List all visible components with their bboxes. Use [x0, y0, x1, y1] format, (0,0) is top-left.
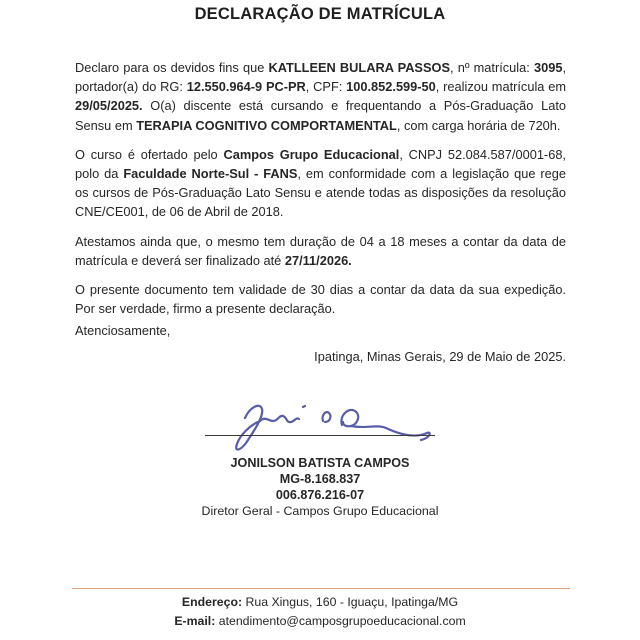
signatory-name: JONILSON BATISTA CAMPOS [230, 456, 410, 470]
email-value: atendimento@camposgrupoeducacional.com [215, 613, 466, 628]
footer-email [0, 614, 640, 630]
paragraph-validity: O presente documento tem validade de 30 dias a contar da data da sua expedição. Por ser verdade, firmo a presente declaração. [75, 282, 566, 317]
signatory-registration: MG-8.168.837 [279, 472, 361, 486]
email-label: E-mail: [174, 613, 216, 628]
signatory-cpf: 006.876.216-07 [275, 488, 365, 502]
handwritten-signature [190, 394, 450, 456]
address-value: Rua Xingus, 160 - Iguaçu, Ipatinga/MG [242, 595, 459, 609]
closing-salutation: Atenciosamente, [75, 323, 171, 338]
footer-address [0, 595, 640, 611]
paragraph-institution: O curso é ofertado pelo Campos Grupo Educacional, CNPJ 52.084.587/0001-68, polo da Faculdade Norte-Sul - FANS, em conformidade com a legislação que rege os cursos de Pós-Graduação Lato Sensu e atende todas as disposições da resolução CNE/CE001, de 06 de Abril de 2018. [75, 146, 566, 220]
address-label: Endereço: [181, 595, 243, 609]
paragraph-duration: Atestamos ainda que, o mesmo tem duração de 04 a 18 meses a contar da data de matrícula e deverá ser finalizado até 27/11/2026. [75, 233, 566, 268]
footer-divider-line [72, 588, 570, 589]
signature-line [205, 435, 435, 436]
place-and-date: Ipatinga, Minas Gerais, 29 de Maio de 2025. [314, 349, 566, 364]
paragraph-enrollment: Declaro para os devidos fins que KATLLEEN BULARA PASSOS, nº matrícula: 3095, portador(a) do RG: 12.550.964-9 PC-PR, CPF: 100.852.599-50, realizou matrícula em 29/05/2025. O(a) discente está cursando e frequentando a Pós-Graduação Lato Sensu em TERAPIA COGNITIVO COMPORTAMENTAL, com carga horária de 720h. [75, 60, 566, 133]
document-body [75, 58, 566, 328]
document-title: DECLARAÇÃO DE MATRÍCULA [194, 5, 446, 23]
document-footer [0, 588, 640, 640]
signatory-role: Diretor Geral - Campos Grupo Educacional [201, 504, 439, 518]
